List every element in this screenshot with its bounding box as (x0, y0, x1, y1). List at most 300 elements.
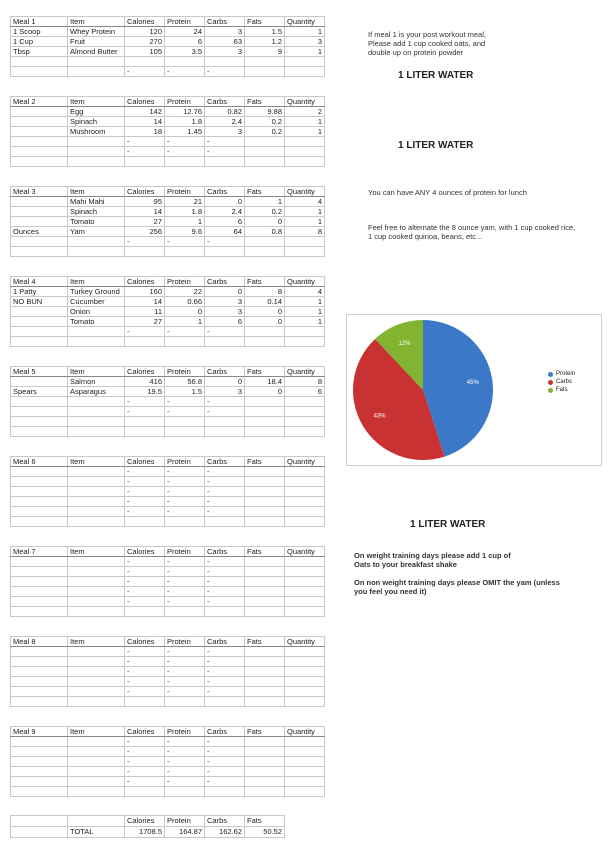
portion-cell (11, 767, 68, 777)
value-cell (285, 507, 325, 517)
legend-protein: Protein (548, 370, 575, 378)
item-cell (68, 327, 125, 337)
portion-cell (11, 687, 68, 697)
value-cell: 1.2 (245, 37, 285, 47)
value-cell (245, 67, 285, 77)
value-cell: - (125, 567, 165, 577)
value-cell: 3 (285, 37, 325, 47)
meal-table (10, 726, 325, 797)
value-cell: - (205, 137, 245, 147)
value-cell: 3.5 (165, 47, 205, 57)
portion-cell (11, 307, 68, 317)
value-cell (165, 337, 205, 347)
value-cell (165, 787, 205, 797)
value-cell: - (165, 237, 205, 247)
column-header: Fats (245, 727, 285, 737)
value-cell (285, 607, 325, 617)
portion-cell (11, 57, 68, 67)
value-cell (165, 697, 205, 707)
value-cell (285, 67, 325, 77)
portion-cell (11, 777, 68, 787)
table-row (11, 157, 325, 167)
value-cell: - (205, 597, 245, 607)
column-header: Item (68, 277, 125, 287)
value-cell (205, 247, 245, 257)
value-cell: 4 (285, 287, 325, 297)
value-cell: - (205, 587, 245, 597)
table-row (11, 37, 325, 47)
portion-cell (11, 107, 68, 117)
portion-cell (11, 497, 68, 507)
value-cell: - (125, 557, 165, 567)
item-cell (68, 557, 125, 567)
item-cell: Whey Protein (68, 27, 125, 37)
value-cell: - (205, 747, 245, 757)
portion-cell (11, 757, 68, 767)
value-cell: - (125, 147, 165, 157)
value-cell: 21 (165, 197, 205, 207)
value-cell: - (165, 487, 205, 497)
column-header: Protein (165, 17, 205, 27)
column-header: Carbs (205, 547, 245, 557)
column-header: Calories (125, 187, 165, 197)
item-cell (68, 667, 125, 677)
table-row (11, 497, 325, 507)
value-cell (245, 777, 285, 787)
value-cell: - (165, 777, 205, 787)
value-cell: - (205, 507, 245, 517)
value-cell (245, 677, 285, 687)
value-cell: 0 (245, 217, 285, 227)
value-cell: 3 (205, 307, 245, 317)
column-header: Carbs (205, 97, 245, 107)
value-cell (125, 57, 165, 67)
column-header: Quantity (285, 637, 325, 647)
item-cell (68, 597, 125, 607)
value-cell: - (205, 237, 245, 247)
value-cell: - (205, 567, 245, 577)
value-cell (285, 657, 325, 667)
item-cell: Tomato (68, 217, 125, 227)
value-cell: 95 (125, 197, 165, 207)
item-cell: Tomato (68, 317, 125, 327)
column-header: Protein (165, 97, 205, 107)
item-cell (68, 487, 125, 497)
value-cell: 8 (245, 287, 285, 297)
column-header: Quantity (285, 457, 325, 467)
value-cell: - (125, 67, 165, 77)
portion-cell (11, 147, 68, 157)
item-cell (68, 477, 125, 487)
item-cell: Spinach (68, 207, 125, 217)
column-header: Item (68, 97, 125, 107)
value-cell: 4 (285, 197, 325, 207)
column-header: Quantity (285, 367, 325, 377)
column-header: Item (68, 547, 125, 557)
item-cell: Onion (68, 307, 125, 317)
legend-fats: Fats (548, 386, 575, 394)
value-cell: - (125, 647, 165, 657)
portion-cell (11, 137, 68, 147)
table-row (11, 657, 325, 667)
value-cell (285, 157, 325, 167)
value-cell: - (205, 667, 245, 677)
water-note-3: 1 LITER WATER (410, 519, 486, 530)
value-cell: - (205, 767, 245, 777)
table-row (11, 467, 325, 477)
portion-cell: 1 Cup (11, 37, 68, 47)
table-row (11, 207, 325, 217)
table-row (11, 757, 325, 767)
table-row (11, 337, 325, 347)
value-cell: - (125, 737, 165, 747)
value-cell (245, 757, 285, 767)
item-cell (68, 147, 125, 157)
portion-cell (11, 587, 68, 597)
portion-cell (11, 787, 68, 797)
portion-cell (11, 507, 68, 517)
portion-cell (11, 667, 68, 677)
value-cell (285, 757, 325, 767)
portion-cell: NO BUN (11, 297, 68, 307)
value-cell (245, 137, 285, 147)
value-cell (285, 487, 325, 497)
portion-cell (11, 117, 68, 127)
value-cell: 3 (205, 387, 245, 397)
column-header: Calories (125, 17, 165, 27)
value-cell: 416 (125, 377, 165, 387)
meal-label: Meal 6 (11, 457, 68, 467)
meal-label: Meal 9 (11, 727, 68, 737)
value-cell: 6 (285, 387, 325, 397)
pie-label: 45% (466, 380, 479, 387)
column-header: Carbs (205, 17, 245, 27)
value-cell: 24 (165, 27, 205, 37)
value-cell (285, 767, 325, 777)
value-cell: - (165, 767, 205, 777)
table-row (11, 557, 325, 567)
value-cell: 1 (285, 27, 325, 37)
value-cell (165, 57, 205, 67)
value-cell (125, 607, 165, 617)
value-cell (285, 687, 325, 697)
meal-header-row (11, 367, 325, 377)
table-row (11, 577, 325, 587)
value-cell: - (205, 677, 245, 687)
item-cell (68, 697, 125, 707)
portion-cell (11, 477, 68, 487)
totals-header-calories: Calories (125, 816, 165, 827)
value-cell (285, 407, 325, 417)
value-cell: - (165, 397, 205, 407)
table-row (11, 397, 325, 407)
totals-label: TOTAL (68, 827, 125, 838)
value-cell: 22 (165, 287, 205, 297)
value-cell: 0 (245, 307, 285, 317)
training-note: On weight training days please add 1 cup of Oats to your breakfast shake (354, 551, 511, 569)
table-row (11, 137, 325, 147)
value-cell: 0 (205, 377, 245, 387)
column-header: Calories (125, 97, 165, 107)
value-cell: - (125, 507, 165, 517)
value-cell: 3 (205, 27, 245, 37)
table-row (11, 417, 325, 427)
value-cell (285, 397, 325, 407)
value-cell (285, 497, 325, 507)
value-cell (245, 247, 285, 257)
item-cell: Salmon (68, 377, 125, 387)
value-cell (205, 517, 245, 527)
value-cell: 256 (125, 227, 165, 237)
value-cell (245, 507, 285, 517)
table-row (11, 317, 325, 327)
value-cell: - (205, 477, 245, 487)
value-cell (125, 427, 165, 437)
value-cell (165, 417, 205, 427)
item-cell (68, 737, 125, 747)
meal-label: Meal 5 (11, 367, 68, 377)
value-cell: 0.8 (245, 227, 285, 237)
meal-label: Meal 2 (11, 97, 68, 107)
value-cell (205, 697, 245, 707)
column-header: Item (68, 367, 125, 377)
value-cell: - (165, 577, 205, 587)
value-cell: 1 (285, 47, 325, 57)
value-cell: 0.66 (165, 297, 205, 307)
value-cell (245, 577, 285, 587)
value-cell: 14 (125, 117, 165, 127)
value-cell: 0 (245, 317, 285, 327)
item-cell (68, 157, 125, 167)
value-cell (125, 247, 165, 257)
value-cell: - (125, 327, 165, 337)
value-cell: - (165, 567, 205, 577)
value-cell: - (125, 477, 165, 487)
portion-cell: 1 Scoop (11, 27, 68, 37)
table-row (11, 307, 325, 317)
table-row (11, 387, 325, 397)
value-cell: 1 (165, 317, 205, 327)
table-row (11, 377, 325, 387)
value-cell: - (165, 557, 205, 567)
table-row (11, 507, 325, 517)
value-cell (125, 417, 165, 427)
item-cell (68, 67, 125, 77)
table-row (11, 247, 325, 257)
value-cell (285, 557, 325, 567)
value-cell (285, 327, 325, 337)
column-header: Protein (165, 727, 205, 737)
table-row (11, 517, 325, 527)
value-cell (125, 787, 165, 797)
value-cell (285, 697, 325, 707)
value-cell: 0 (205, 197, 245, 207)
portion-cell: Ounces (11, 227, 68, 237)
value-cell (245, 787, 285, 797)
meal-header-row (11, 97, 325, 107)
portion-cell (11, 237, 68, 247)
meal-table (10, 276, 325, 347)
table-row (11, 787, 325, 797)
portion-cell (11, 517, 68, 527)
table-row (11, 27, 325, 37)
meal-label: Meal 4 (11, 277, 68, 287)
value-cell: 1 (285, 127, 325, 137)
value-cell (245, 517, 285, 527)
column-header: Item (68, 727, 125, 737)
value-cell: 2.4 (205, 207, 245, 217)
value-cell: - (205, 467, 245, 477)
item-cell (68, 687, 125, 697)
value-cell: - (125, 467, 165, 477)
column-header: Calories (125, 547, 165, 557)
value-cell (285, 777, 325, 787)
value-cell: - (125, 397, 165, 407)
value-cell (165, 427, 205, 437)
item-cell (68, 567, 125, 577)
table-row (11, 117, 325, 127)
value-cell: 8 (285, 227, 325, 237)
value-cell: - (165, 647, 205, 657)
table-row (11, 777, 325, 787)
value-cell (245, 687, 285, 697)
value-cell (245, 587, 285, 597)
value-cell (285, 467, 325, 477)
portion-cell (11, 67, 68, 77)
lunch-note: You can have ANY 4 ounces of protein for lunch (368, 188, 527, 197)
portion-cell (11, 407, 68, 417)
column-header: Protein (165, 547, 205, 557)
value-cell (245, 607, 285, 617)
value-cell: 1 (165, 217, 205, 227)
meal1-note: If meal 1 is your post workout meal, Please add 1 cup cooked oats, and double up on protein powder (368, 30, 486, 57)
value-cell: - (165, 667, 205, 677)
table-row (11, 747, 325, 757)
portion-cell (11, 247, 68, 257)
table-row (11, 477, 325, 487)
value-cell (285, 737, 325, 747)
value-cell (245, 467, 285, 477)
value-cell: - (125, 487, 165, 497)
item-cell (68, 677, 125, 687)
total-protein: 164.87 (165, 827, 205, 838)
pie-label: 43% (373, 413, 386, 420)
value-cell: 0 (165, 307, 205, 317)
table-row (11, 57, 325, 67)
value-cell: 120 (125, 27, 165, 37)
meal-header-row (11, 457, 325, 467)
value-cell: - (205, 487, 245, 497)
column-header: Fats (245, 457, 285, 467)
legend-carbs: Carbs (548, 378, 575, 386)
value-cell: - (165, 757, 205, 767)
value-cell (245, 57, 285, 67)
column-header: Item (68, 457, 125, 467)
table-row (11, 697, 325, 707)
value-cell: 160 (125, 287, 165, 297)
value-cell (285, 337, 325, 347)
portion-cell (11, 467, 68, 477)
portion-cell (11, 207, 68, 217)
value-cell: - (165, 507, 205, 517)
item-cell (68, 647, 125, 657)
item-cell: Egg (68, 107, 125, 117)
value-cell: 27 (125, 317, 165, 327)
value-cell: 3 (205, 127, 245, 137)
item-cell (68, 497, 125, 507)
item-cell (68, 757, 125, 767)
portion-cell (11, 327, 68, 337)
item-cell (68, 337, 125, 347)
value-cell (245, 597, 285, 607)
item-cell (68, 607, 125, 617)
legend-dot (548, 388, 553, 393)
value-cell (245, 767, 285, 777)
alternate-note: Feel free to alternate the 8 ounce yam, with 1 cup cooked rice, 1 cup cooked quinoa, beans, etc... (368, 223, 576, 241)
value-cell: - (205, 327, 245, 337)
column-header: Carbs (205, 637, 245, 647)
value-cell (205, 417, 245, 427)
table-row (11, 127, 325, 137)
value-cell: 1.5 (245, 27, 285, 37)
table-row (11, 47, 325, 57)
value-cell: - (125, 137, 165, 147)
meal-label: Meal 1 (11, 17, 68, 27)
table-row (11, 687, 325, 697)
value-cell: - (125, 677, 165, 687)
value-cell (205, 57, 245, 67)
table-row (11, 227, 325, 237)
value-cell: 0.2 (245, 127, 285, 137)
column-header: Calories (125, 277, 165, 287)
value-cell: 142 (125, 107, 165, 117)
value-cell: - (205, 557, 245, 567)
column-header: Protein (165, 457, 205, 467)
value-cell (285, 57, 325, 67)
item-cell (68, 427, 125, 437)
value-cell (245, 697, 285, 707)
column-header: Fats (245, 547, 285, 557)
column-header: Quantity (285, 727, 325, 737)
item-cell: Cucumber (68, 297, 125, 307)
value-cell: - (165, 587, 205, 597)
value-cell: - (165, 147, 205, 157)
value-cell (245, 237, 285, 247)
meal-header-row (11, 17, 325, 27)
value-cell (165, 607, 205, 617)
value-cell (125, 697, 165, 707)
water-note-1: 1 LITER WATER (398, 70, 474, 81)
value-cell: 6 (205, 317, 245, 327)
column-header: Item (68, 637, 125, 647)
table-row (11, 647, 325, 657)
portion-cell: 1 Patty (11, 287, 68, 297)
value-cell: - (165, 657, 205, 667)
value-cell: 11 (125, 307, 165, 317)
value-cell: 270 (125, 37, 165, 47)
value-cell: 0.82 (205, 107, 245, 117)
item-cell (68, 417, 125, 427)
value-cell (125, 517, 165, 527)
column-header: Carbs (205, 187, 245, 197)
table-row (11, 677, 325, 687)
value-cell: - (205, 147, 245, 157)
column-header: Quantity (285, 277, 325, 287)
value-cell: - (165, 67, 205, 77)
item-cell (68, 467, 125, 477)
table-row (11, 237, 325, 247)
column-header: Protein (165, 187, 205, 197)
